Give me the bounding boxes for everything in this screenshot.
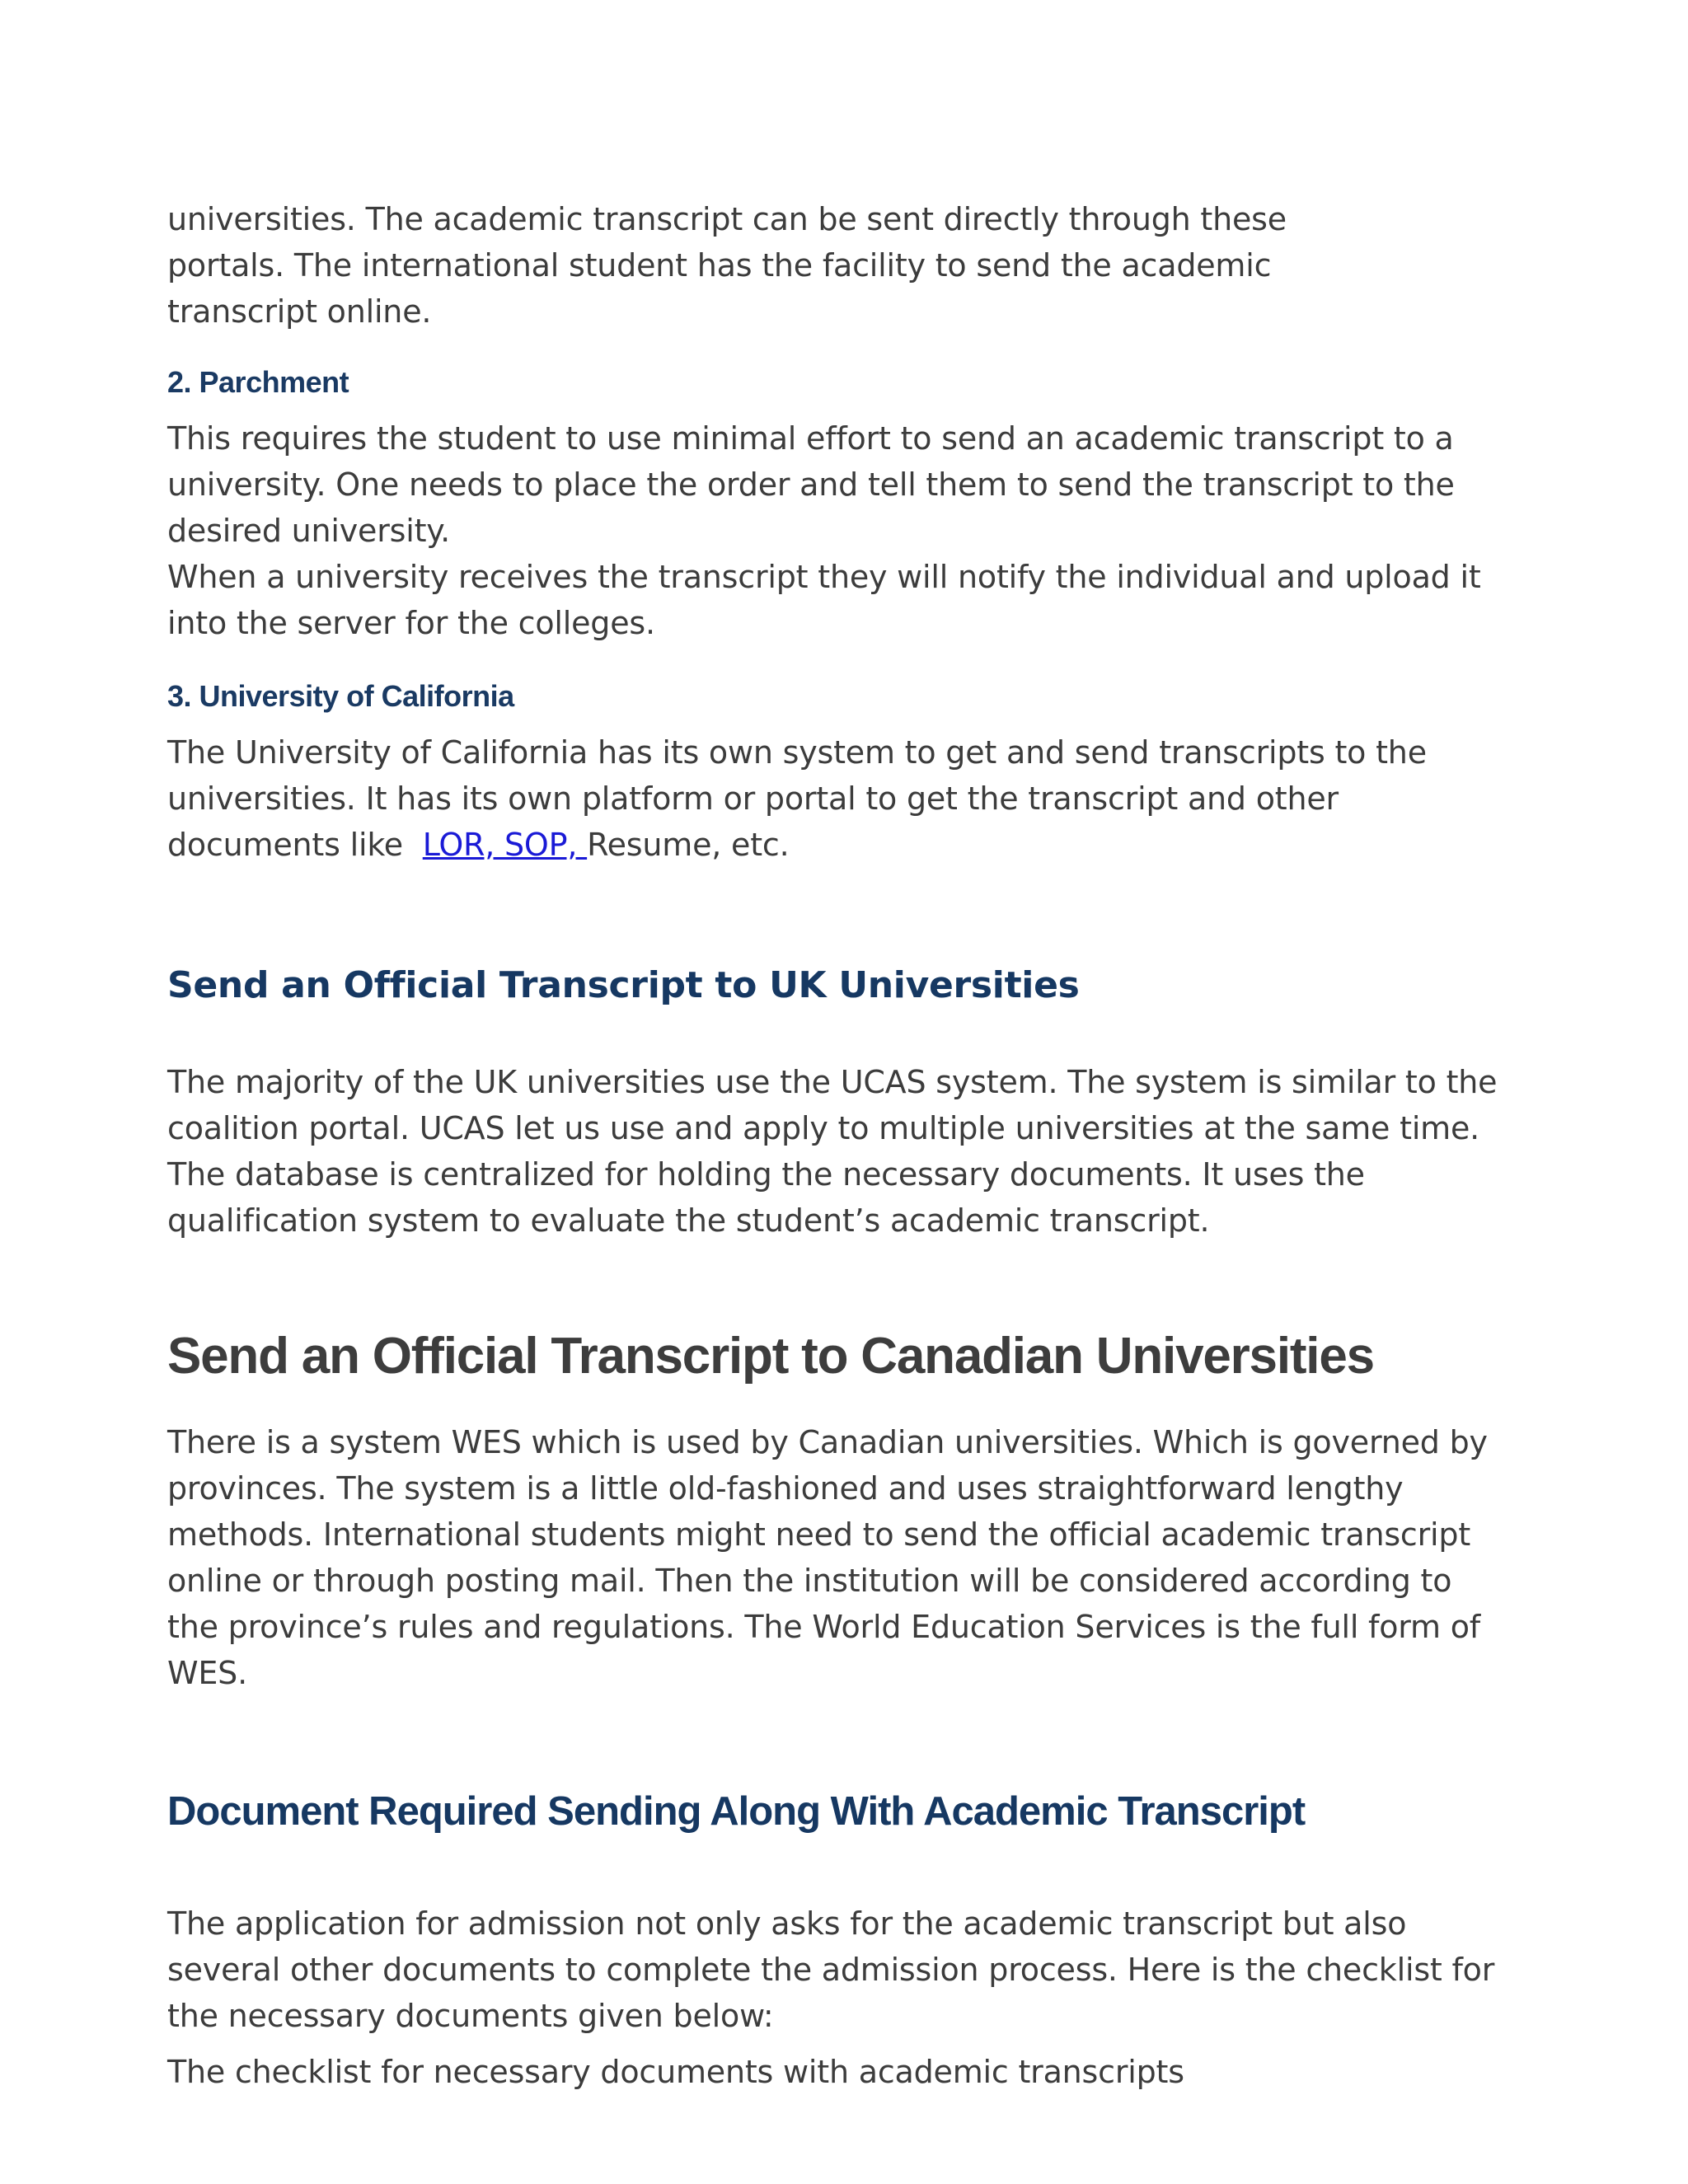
uk-heading-block [167, 964, 1519, 1006]
text-line: The application for admission not only asks for the academic transcript but also [167, 1905, 1407, 1942]
text-line: universities. It has its own platform or portal to get the transcript and other [167, 780, 1339, 817]
canada-heading-block [167, 1327, 1519, 1385]
text-line: There is a system WES which is used by Canadian universities. Which is governed by [167, 1424, 1488, 1460]
documents-paragraph [167, 1900, 1519, 2039]
intro-paragraph [167, 196, 1519, 335]
documents-heading-block [167, 1788, 1519, 1835]
text-line: The database is centralized for holding the necessary documents. It uses the [167, 1156, 1365, 1193]
text-line [167, 822, 1519, 868]
text-line: This requires the student to use minimal effort to send an academic transcript to a [167, 420, 1454, 457]
uc-paragraph [167, 729, 1519, 868]
text-line: transcript online. [167, 293, 432, 330]
text-line: provinces. The system is a little old-fashioned and uses straightforward lengthy [167, 1470, 1404, 1507]
text-line: The majority of the UK universities use the UCAS system. The system is similar to the [167, 1064, 1498, 1100]
canada-paragraph [167, 1419, 1519, 1696]
text-line: The University of California has its own system to get and send transcripts to the [167, 734, 1427, 771]
text-line: methods. International students might need to send the official academic transcript [167, 1516, 1471, 1553]
text-line: several other documents to complete the admission process. Here is the checklist for [167, 1952, 1495, 1988]
parchment-paragraph [167, 415, 1519, 646]
checklist-paragraph [167, 2049, 1519, 2095]
text-line: portals. The international student has the facility to send the academic [167, 247, 1272, 284]
text-line: coalition portal. UCAS let us use and apply to multiple universities at the same time. [167, 1110, 1480, 1146]
text-line: WES. [167, 1655, 247, 1691]
text-line: the province’s rules and regulations. The World Education Services is the full form of [167, 1609, 1480, 1645]
lor-sop-link[interactable]: LOR, SOP, [422, 827, 588, 863]
text-line: desired university. [167, 513, 451, 549]
text-line: into the server for the colleges. [167, 605, 655, 641]
text-segment: Resume, etc. [587, 827, 790, 863]
parchment-heading: 2. Parchment [167, 365, 349, 399]
uc-heading-block [167, 679, 1519, 714]
uk-heading: Send an Official Transcript to UK Universities [167, 964, 1080, 1006]
text-line: the necessary documents given below: [167, 1998, 774, 2034]
text-line: university. One needs to place the order and tell them to send the transcript to the [167, 466, 1455, 503]
text-segment: documents like [167, 827, 423, 863]
text-line: When a university receives the transcript they will notify the individual and upload it [167, 559, 1481, 595]
uc-heading: 3. University of California [167, 679, 514, 713]
uk-paragraph [167, 1059, 1519, 1244]
checklist-line: The checklist for necessary documents with academic transcripts [167, 2054, 1184, 2090]
documents-heading: Document Required Sending Along With Academic Transcript [167, 1789, 1306, 1834]
text-line: qualification system to evaluate the student’s academic transcript. [167, 1202, 1210, 1239]
text-line: online or through posting mail. Then the institution will be considered according to [167, 1563, 1452, 1599]
text-line: universities. The academic transcript can be sent directly through these [167, 201, 1287, 237]
parchment-heading-block [167, 365, 1519, 400]
canada-heading: Send an Official Transcript to Canadian Universities [167, 1328, 1374, 1385]
